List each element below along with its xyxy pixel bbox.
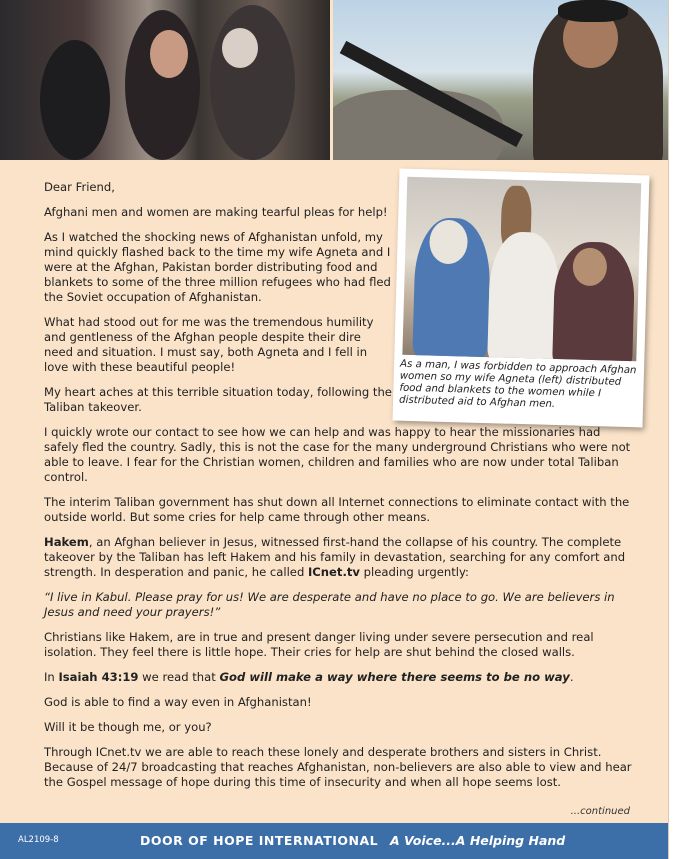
letter-body [44,180,632,800]
paragraph: What had stood out for me was the tremendous humility and gentleness of the Afghan people despite their dire need and situation. I must say, both Agneta and I fell in love with these beautiful people! [44,315,374,374]
paragraph-scripture: In Isaiah 43:19 we read that God will make a way where there seems to be no way. [44,670,574,684]
hakem-quote: “I live in Kabul. Please pray for us! We are desperate and have no place to go. We are believers in Jesus and need your prayers!” [44,590,615,619]
paragraph: The interim Taliban government has shut down all Internet connections to eliminate contact with the outside world. But some cries for help came through other means. [44,495,630,524]
paragraph: Will it be though me, or you? [44,720,212,734]
paragraph: Through ICnet.tv we are able to reach these lonely and desperate brothers and sisters in Christ. Because of 24/7 broadcasting that reaches Afghanistan, non-believers are also able to view and hear the Gospel message of hope during this time of insecurity and when all hope seems lost. [44,745,632,789]
header-photos [0,0,668,160]
footer-bar [0,823,668,859]
paragraph: Christians like Hakem, are in true and present danger living under severe persecution and real isolation. They feel there is little hope. Their cries for help are shut behind the closed walls. [44,630,594,659]
photo-armed-man [333,0,668,160]
paragraph: God is able to find a way even in Afghanistan! [44,695,312,709]
photo-caption: As a man, I was forbidden to approach Afghan women so my wife Agneta (left) distributed food and blankets to the women while I distributed aid to Afghan men. [398,358,637,410]
photo-afghan-women [0,0,330,160]
salutation: Dear Friend, [44,180,115,194]
continued-note: ...continued [570,806,630,817]
scripture-ref: Isaiah 43:19 [58,670,139,684]
paragraph: My heart aches at this terrible situation today, following the Taliban takeover. [44,385,392,414]
paragraph-hakem: Hakem, an Afghan believer in Jesus, witnessed first-hand the collapse of his country. The complete takeover by the Taliban has left Hakem and his family in devastation, searching for any comfort and strength. In desperation and panic, he called ICnet.tv pleading urgently: [44,535,626,579]
document-code: AL2109-8 [18,835,59,845]
organization-tagline: A Voice...A Helping Hand [390,833,566,848]
hakem-name: Hakem [44,535,89,549]
paragraph: As I watched the shocking news of Afghanistan unfold, my mind quickly flashed back to the time my wife Agneta and I were at the Afghan, Pakistan border distributing food and blankets to some of the three million refugees who had fled the Soviet occupation of Afghanistan. [44,230,391,304]
scripture-quote: God will make a way where there seems to be no way [219,670,570,684]
paragraph: Afghani men and women are making tearful pleas for help! [44,205,388,219]
organization-name: DOOR OF HOPE INTERNATIONAL [140,833,379,848]
paragraph: I quickly wrote our contact to see how we can help and was happy to hear the missionaries had safely fled the country. Sadly, this is not the case for the many underground Christians who were not able to leave. I fear for the Christian women, children and families who are now under total Taliban control. [44,425,631,484]
icnet-link-text: ICnet.tv [307,565,360,579]
